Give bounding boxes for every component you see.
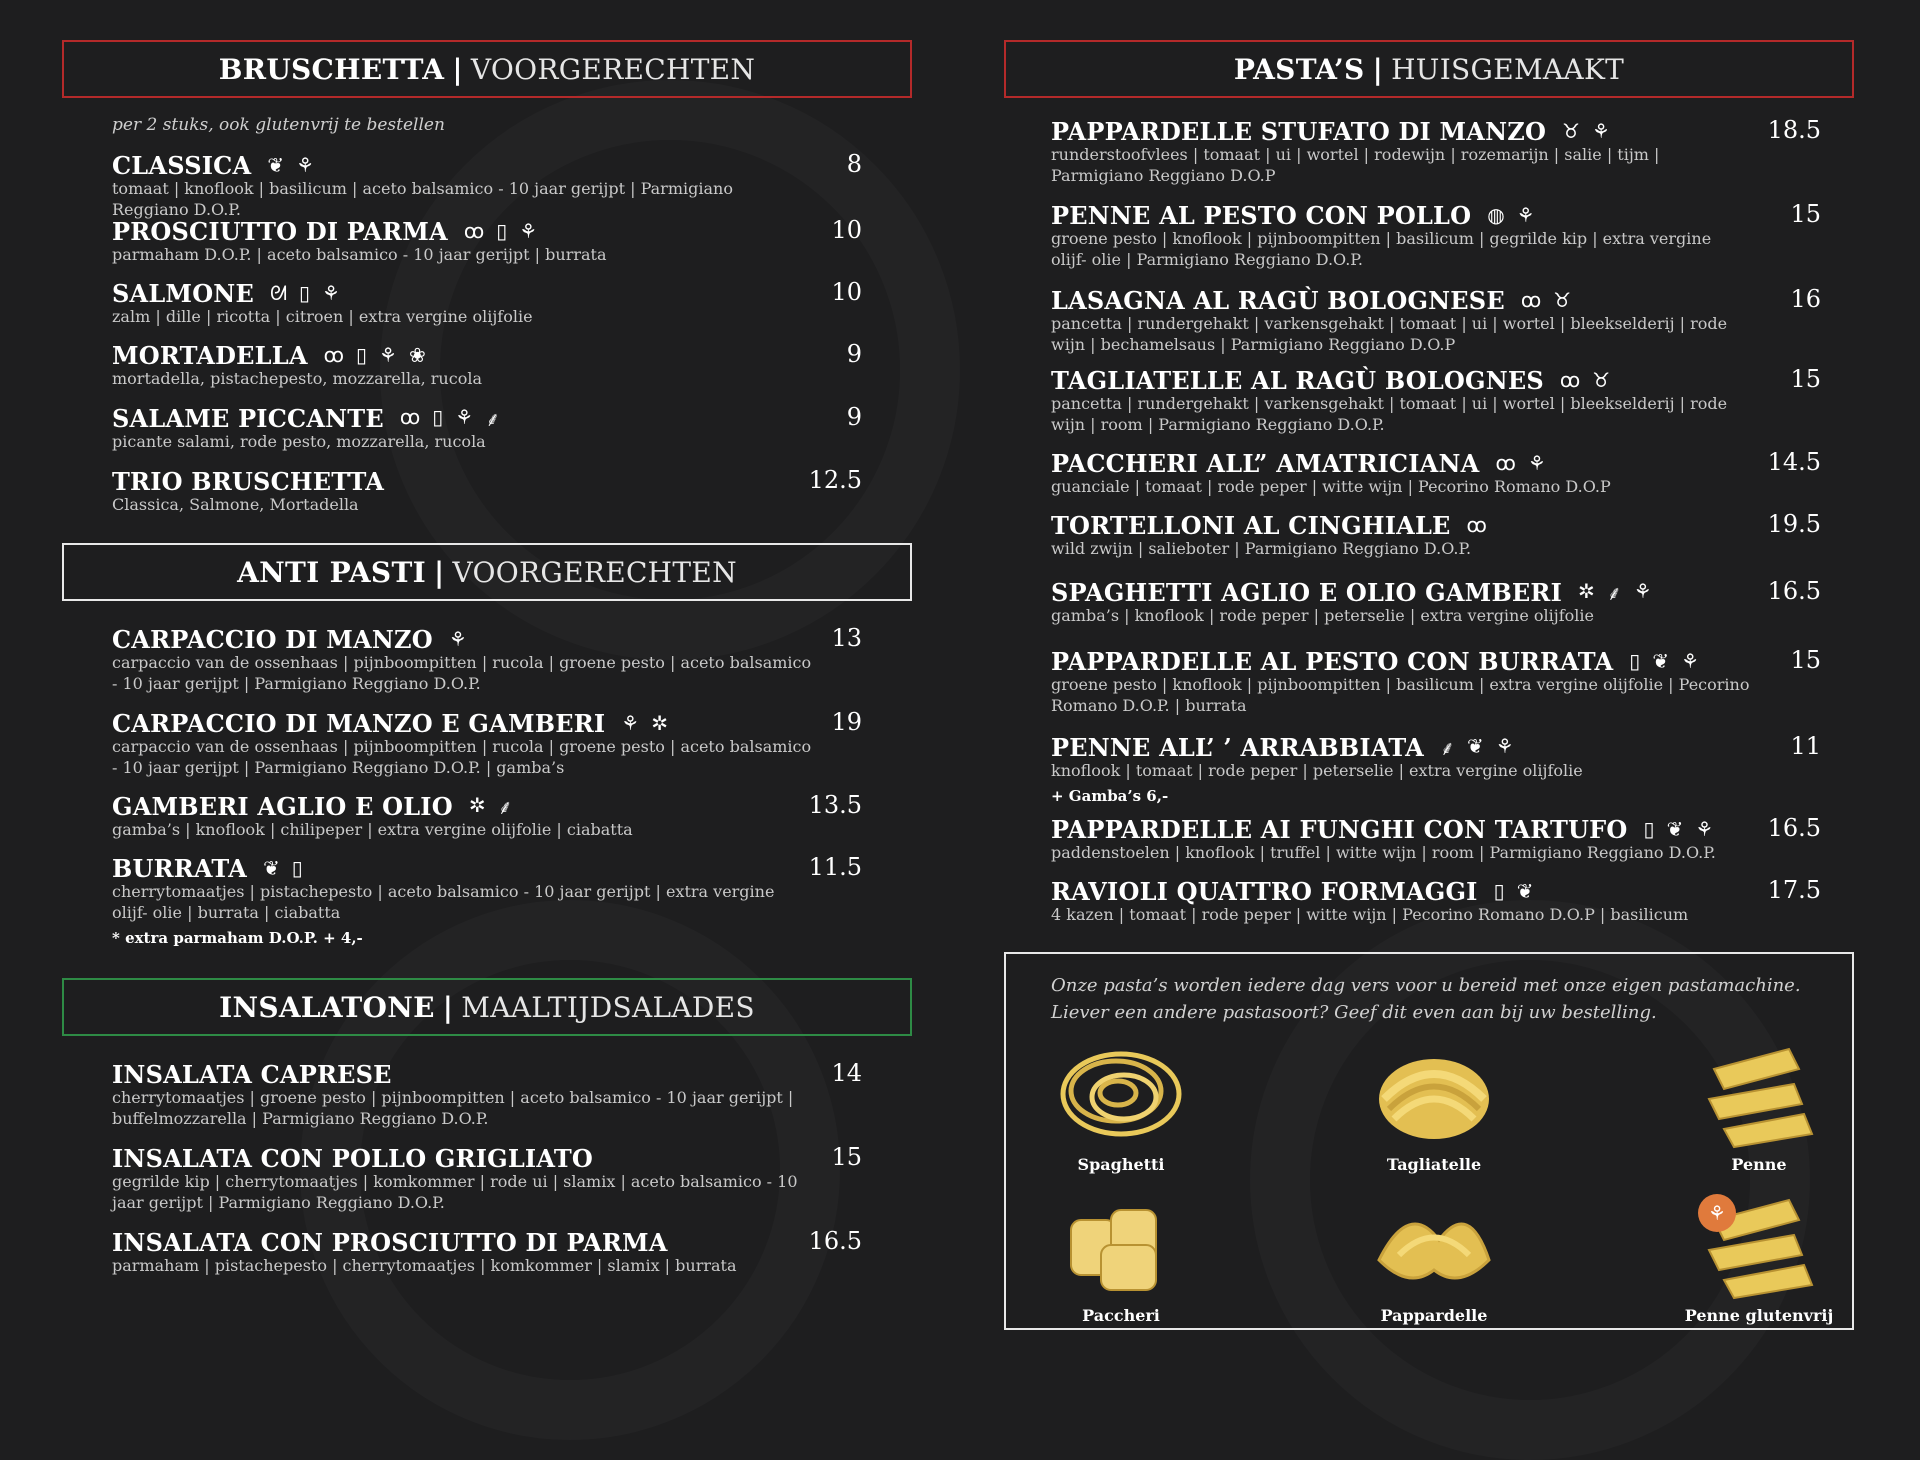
menu-item-name: SALMONE: [112, 278, 254, 308]
milk-icon: ▯: [356, 343, 368, 367]
menu-item-name: PENNE ALL’ ’ ARRABBIATA: [1051, 732, 1424, 762]
menu-item-price: 15: [1790, 646, 1821, 674]
menu-item-extra: + Gamba’s 6,-: [1051, 787, 1169, 805]
pasta-shape-paccheri: [1031, 1190, 1211, 1325]
wheat-icon: ⚘: [621, 711, 640, 735]
pasta-shape-label: Tagliatelle: [1386, 1155, 1482, 1174]
menu-item: [112, 466, 872, 515]
menu-item-price: 13.5: [808, 791, 862, 819]
divider: |: [452, 52, 463, 86]
menu-item-header: [112, 1143, 872, 1173]
pasta-shape-label: Penne: [1731, 1155, 1787, 1174]
menu-item: [1051, 814, 1821, 863]
pasta-intro-line: Onze pasta’s worden iedere dag vers voor u bereid met onze eigen pastamachine.: [1051, 975, 1801, 996]
menu-item-price: 19.5: [1767, 510, 1821, 538]
section-title: BRUSCHETTA: [218, 52, 445, 86]
menu-item-header: [1051, 876, 1821, 906]
menu-item-description: cherrytomaatjes | pistachepesto | aceto balsamico - 10 jaar gerijpt | extra vergine olijf- olie | burrata | ciabatta: [112, 882, 775, 922]
menu-item-header: [1051, 577, 1821, 607]
menu-item-icons: [1495, 451, 1545, 475]
bruschetta-header: [62, 40, 912, 98]
menu-item-description: pancetta | rundergehakt | varkensgehakt | tomaat | ui | wortel | bleekselderij | rode wijn | bechamelsaus | Parmigiano Reggiano D.O.P: [1051, 314, 1728, 354]
tagliatelle-image: [1369, 1039, 1499, 1149]
penne-glutenvrij-image: [1694, 1190, 1824, 1300]
pepper-icon: ⸙: [485, 406, 501, 431]
menu-item-name: CARPACCIO DI MANZO: [112, 624, 433, 654]
menu-item-name: RAVIOLI QUATTRO FORMAGGI: [1051, 876, 1478, 906]
menu-item: [1051, 448, 1821, 497]
pig-icon: ꝏ: [323, 343, 345, 367]
menu-item: [112, 853, 872, 947]
menu-item-header: [112, 1059, 872, 1089]
lobster-icon: ✲: [651, 711, 668, 735]
menu-item: [1051, 200, 1821, 270]
paccheri-image: [1056, 1190, 1186, 1300]
menu-item-extra: * extra parmaham D.O.P. + 4,-: [112, 929, 363, 947]
menu-item-price: 16.5: [1767, 577, 1821, 605]
menu-item-header: [112, 216, 872, 246]
divider: |: [1372, 52, 1384, 86]
menu-item-name: MORTADELLA: [112, 340, 308, 370]
menu-item: [112, 791, 872, 840]
menu-item-header: [1051, 814, 1821, 844]
bruschetta-note: per 2 stuks, ook glutenvrij te bestellen: [112, 115, 445, 135]
milk-icon: ▯: [432, 404, 444, 429]
pasta-shape-penne: [1669, 1039, 1849, 1174]
wheat-icon: ⚘: [1592, 119, 1610, 143]
menu-item-icons: [1494, 879, 1534, 903]
menu-item-icons: [1440, 734, 1514, 761]
menu-item-name: INSALATA CON PROSCIUTTO DI PARMA: [112, 1227, 668, 1257]
pappardelle-image: [1369, 1190, 1499, 1300]
menu-item: [112, 1227, 872, 1276]
pasta-intro: [1051, 972, 1801, 1026]
menu-item-name: INSALATA CON POLLO GRIGLIATO: [112, 1143, 594, 1173]
pasta-intro-line: Liever een andere pastasoort? Geef dit even aan bij uw bestelling.: [1051, 1002, 1657, 1023]
menu-item-description: zalm | dille | ricotta | citroen | extra vergine olijfolie: [112, 307, 533, 326]
pasta-shape-label: Paccheri: [1082, 1306, 1160, 1325]
menu-item-name: GAMBERI AGLIO E OLIO: [112, 791, 453, 821]
menu-item-description: cherrytomaatjes | groene pesto | pijnboompitten | aceto balsamico - 10 jaar gerijpt | buffelmozzarella | Parmigiano Reggiano D.O.P.: [112, 1088, 794, 1128]
wheat-icon: ⚘: [1633, 578, 1652, 603]
cow-icon: ♉: [1562, 119, 1581, 143]
menu-item-price: 8: [846, 150, 862, 178]
menu-item-header: [1051, 116, 1821, 146]
menu-item-price: 11: [1790, 732, 1821, 760]
wheat-icon: ⚘: [1695, 817, 1714, 841]
antipasti-header: [62, 543, 912, 601]
menu-item-description: carpaccio van de ossenhaas | pijnboompitten | rucola | groene pesto | aceto balsamico - 10 jaar gerijpt | Parmigiano Reggiano D.O.P. | gamba’s: [112, 737, 812, 777]
menu-item-name: SPAGHETTI AGLIO E OLIO GAMBERI: [1051, 577, 1562, 607]
menu-item-icons: [1644, 817, 1714, 841]
menu-item-price: 12.5: [808, 466, 862, 494]
pig-icon: ꝏ: [1520, 288, 1542, 312]
divider: |: [442, 990, 454, 1024]
menu-item-price: 14: [831, 1059, 862, 1087]
menu-item-price: 19: [831, 708, 862, 736]
spaghetti-image: [1056, 1039, 1186, 1149]
menu-item-description: runderstoofvlees | tomaat | ui | wortel | rodewijn | rozemarijn | salie | tijm | Parmigiano Reggiano D.O.P: [1051, 145, 1660, 185]
pasta-shape-label: Penne glutenvrij: [1684, 1306, 1834, 1325]
pepper-icon: ⸙: [497, 794, 513, 819]
section-title: PASTA’S: [1233, 52, 1365, 86]
lobster-icon: ✲: [468, 792, 486, 817]
wheat-icon: ⚘: [296, 153, 314, 177]
section-subtitle: HUISGEMAAKT: [1391, 52, 1625, 86]
menu-item-name: PENNE AL PESTO CON POLLO: [1051, 200, 1472, 230]
gluten-free-icon: ⚘: [1698, 1194, 1736, 1232]
insalatone-header: [62, 978, 912, 1036]
menu-item: [112, 624, 872, 694]
leaf-icon: ❦: [262, 856, 280, 880]
menu-item-price: 18.5: [1767, 116, 1821, 144]
section-subtitle: VOORGERECHTEN: [452, 555, 737, 589]
menu-item-price: 11.5: [808, 853, 862, 881]
menu-item-price: 15: [1790, 200, 1821, 228]
pig-icon: ꝏ: [463, 219, 485, 243]
wheat-icon: ⚘: [1527, 451, 1546, 475]
menu-item: [112, 1059, 872, 1129]
menu-item-description: gamba’s | knoflook | chilipeper | extra vergine olijfolie | ciabatta: [112, 820, 633, 839]
menu-item-price: 16: [1790, 285, 1821, 313]
cow-icon: ♉: [1553, 288, 1572, 312]
leaf-icon: ❦: [267, 153, 285, 177]
wheat-icon: ⚘: [1495, 733, 1514, 758]
menu-item-price: 9: [846, 403, 862, 431]
pasta-shape-pappardelle: [1344, 1190, 1524, 1325]
wheat-icon: ⚘: [448, 627, 467, 651]
divider: |: [434, 555, 445, 589]
menu-item-header: [112, 403, 872, 433]
milk-icon: ▯: [496, 219, 508, 243]
menu-item: [1051, 876, 1821, 925]
menu-item-description: Classica, Salmone, Mortadella: [112, 495, 359, 514]
section-title: INSALATONE: [219, 990, 435, 1024]
menu-item-name: INSALATA CAPRESE: [112, 1059, 392, 1089]
menu-item-name: BURRATA: [112, 853, 247, 883]
menu-item-header: [1051, 448, 1821, 478]
menu-item-description: parmaham D.O.P. | aceto balsamico - 10 jaar gerijpt | burrata: [112, 245, 607, 264]
section-subtitle: MAALTIJDSALADES: [461, 990, 755, 1024]
menu-item-icons: [1467, 513, 1487, 537]
menu-item-description: carpaccio van de ossenhaas | pijnboompitten | rucola | groene pesto | aceto balsamico - 10 jaar gerijpt | Parmigiano Reggiano D.O.P.: [112, 653, 812, 693]
menu-item: [112, 340, 872, 389]
menu-item: [112, 708, 872, 778]
milk-icon: ▯: [1493, 879, 1505, 903]
menu-item-name: CARPACCIO DI MANZO E GAMBERI: [112, 708, 606, 738]
leaf-icon: ❦: [1652, 649, 1670, 673]
fish-icon: ᘛ: [269, 281, 287, 305]
menu-item-header: [112, 466, 872, 496]
pig-icon: ꝏ: [399, 404, 421, 429]
pasta-shape-penne-glutenvrij: [1669, 1190, 1849, 1325]
leaf-icon: ❦: [1516, 879, 1534, 903]
menu-item-price: 14.5: [1767, 448, 1821, 476]
menu-item-header: [112, 708, 872, 738]
wheat-icon: ⚘: [455, 404, 474, 429]
wheat-icon: ⚘: [1516, 203, 1535, 227]
menu-item-icons: [263, 856, 303, 880]
menu-item: [112, 278, 872, 327]
pasta-shape-label: Pappardelle: [1380, 1306, 1488, 1325]
section-title: ANTI PASTI: [237, 555, 426, 589]
leaf-icon: ❦: [1466, 733, 1484, 758]
menu-item-price: 10: [831, 278, 862, 306]
menu-item-name: CLASSICA: [112, 150, 252, 180]
pasta-shape-label: Spaghetti: [1077, 1155, 1165, 1174]
menu-item-name: TORTELLONI AL CINGHIALE: [1051, 510, 1451, 540]
menu-item-description: picante salami, rode pesto, mozzarella, rucola: [112, 432, 486, 451]
nut-icon: ❀: [408, 343, 426, 367]
menu-item-header: [1051, 365, 1821, 395]
pig-icon: ꝏ: [1495, 451, 1516, 475]
milk-icon: ▯: [1643, 817, 1655, 841]
menu-item-icons: [621, 711, 668, 735]
menu-item: [112, 150, 872, 220]
menu-item-icons: [1521, 288, 1571, 312]
menu-item-icons: [449, 627, 467, 651]
milk-icon: ▯: [291, 856, 303, 880]
menu-item-icons: [464, 219, 537, 243]
pepper-icon: ⸙: [1439, 735, 1455, 760]
menu-item-description: guanciale | tomaat | rode peper | witte wijn | Pecorino Romano D.O.P: [1051, 477, 1611, 496]
leaf-icon: ❦: [1666, 817, 1684, 841]
wheat-icon: ⚘: [321, 281, 340, 305]
menu-item-name: LASAGNA AL RAGÙ BOLOGNESE: [1051, 285, 1505, 315]
menu-item-name: SALAME PICCANTE: [112, 403, 384, 433]
milk-icon: ▯: [1629, 649, 1641, 673]
menu-item-icons: [267, 153, 314, 177]
menu-item-price: 9: [846, 340, 862, 368]
menu-item-price: 16.5: [808, 1227, 862, 1255]
menu-item: [1051, 365, 1821, 435]
menu-item-icons: [1578, 579, 1652, 606]
milk-icon: ▯: [298, 281, 310, 305]
menu-item-description: gamba’s | knoflook | rode peper | peterselie | extra vergine olijfolie: [1051, 606, 1594, 625]
menu-item-description: pancetta | rundergehakt | varkensgehakt | tomaat | ui | wortel | bleekselderij | rode wijn | room | Parmigiano Reggiano D.O.P.: [1051, 394, 1728, 434]
menu-item-description: tomaat | knoflook | basilicum | aceto balsamico - 10 jaar gerijpt | Parmigiano Reggiano D.O.P.: [112, 179, 733, 219]
wheat-icon: ⚘: [1681, 649, 1699, 673]
menu-item-header: [1051, 646, 1821, 676]
menu-item-header: [1051, 200, 1821, 230]
menu-item-header: [112, 624, 872, 654]
menu-item-icons: [324, 343, 426, 367]
menu-item-name: PAPPARDELLE AI FUNGHI CON TARTUFO: [1051, 814, 1628, 844]
menu-item: [112, 403, 872, 452]
cow-icon: ♉: [1592, 368, 1611, 392]
menu-item: [1051, 646, 1821, 716]
menu-item-name: TRIO BRUSCHETTA: [112, 466, 385, 496]
menu-item-icons: [1560, 368, 1610, 392]
menu-item-name: PACCHERI ALL” AMATRICIANA: [1051, 448, 1480, 478]
menu-item: [1051, 510, 1821, 559]
menu-item-price: 17.5: [1767, 876, 1821, 904]
section-subtitle: VOORGERECHTEN: [470, 52, 756, 86]
pasta-shapes-box: [1004, 952, 1854, 1330]
lobster-icon: ✲: [1578, 578, 1595, 603]
menu-item: [1051, 732, 1821, 805]
menu-item-icons: [1487, 203, 1534, 227]
menu-item-description: parmaham | pistachepesto | cherrytomaatjes | komkommer | slamix | burrata: [112, 1256, 737, 1275]
menu-item-price: 16.5: [1767, 814, 1821, 842]
pig-icon: ꝏ: [1466, 513, 1487, 537]
menu-item-icons: [400, 405, 500, 432]
menu-item-icons: [270, 281, 340, 305]
menu-item-description: paddenstoelen | knoflook | truffel | witte wijn | room | Parmigiano Reggiano D.O.P.: [1051, 843, 1716, 862]
wheat-icon: ⚘: [379, 343, 397, 367]
pig-icon: ꝏ: [1559, 368, 1581, 392]
menu-item-price: 10: [831, 216, 862, 244]
menu-item-price: 13: [831, 624, 862, 652]
menu-item-header: [112, 1227, 872, 1257]
menu-item-price: 15: [831, 1143, 862, 1171]
menu-item: [112, 216, 872, 265]
menu-item-name: PAPPARDELLE AL PESTO CON BURRATA: [1051, 646, 1614, 676]
menu-item-header: [112, 791, 872, 821]
penne-image: [1694, 1039, 1824, 1149]
pepper-icon: ⸙: [1606, 580, 1622, 605]
menu-item-header: [112, 853, 872, 883]
menu-item-description: mortadella, pistachepesto, mozzarella, rucola: [112, 369, 482, 388]
menu-item-description: 4 kazen | tomaat | rode peper | witte wijn | Pecorino Romano D.O.P | basilicum: [1051, 905, 1689, 924]
menu-item-header: [112, 150, 872, 180]
menu-item: [1051, 116, 1821, 186]
menu-item-description: groene pesto | knoflook | pijnboompitten | basilicum | extra vergine olijfolie | Pecorino Romano D.O.P. | burrata: [1051, 675, 1750, 715]
menu-item: [1051, 285, 1821, 355]
pasta-shape-tagliatelle: [1344, 1039, 1524, 1174]
menu-item-header: [1051, 732, 1821, 762]
pasta-shape-spaghetti: [1031, 1039, 1211, 1174]
menu-item-description: gegrilde kip | cherrytomaatjes | komkommer | rode ui | slamix | aceto balsamico - 10 jaar gerijpt | Parmigiano Reggiano D.O.P.: [112, 1172, 798, 1212]
menu-item-description: groene pesto | knoflook | pijnboompitten | basilicum | gegrilde kip | extra vergine olijf- olie | Parmigiano Reggiano D.O.P.: [1051, 229, 1712, 269]
menu-item-header: [1051, 510, 1821, 540]
menu-item-icons: [469, 793, 513, 820]
menu-item-name: PAPPARDELLE STUFATO DI MANZO: [1051, 116, 1547, 146]
menu-item: [112, 1143, 872, 1213]
menu-item-icons: [1629, 649, 1699, 673]
menu-item-description: wild zwijn | salieboter | Parmigiano Reggiano D.O.P.: [1051, 539, 1472, 558]
menu-item-header: [112, 340, 872, 370]
menu-item-price: 15: [1790, 365, 1821, 393]
menu-item-name: TAGLIATELLE AL RAGÙ BOLOGNES: [1051, 365, 1544, 395]
menu-item-header: [112, 278, 872, 308]
menu-item-icons: [1562, 119, 1610, 143]
wheat-icon: ⚘: [519, 219, 538, 243]
menu-item-description: knoflook | tomaat | rode peper | peterselie | extra vergine olijfolie: [1051, 761, 1583, 780]
menu-item-name: PROSCIUTTO DI PARMA: [112, 216, 448, 246]
pasta-header: [1004, 40, 1854, 98]
menu-item: [1051, 577, 1821, 626]
menu-item-header: [1051, 285, 1821, 315]
chicken-icon: ◍: [1487, 203, 1505, 227]
